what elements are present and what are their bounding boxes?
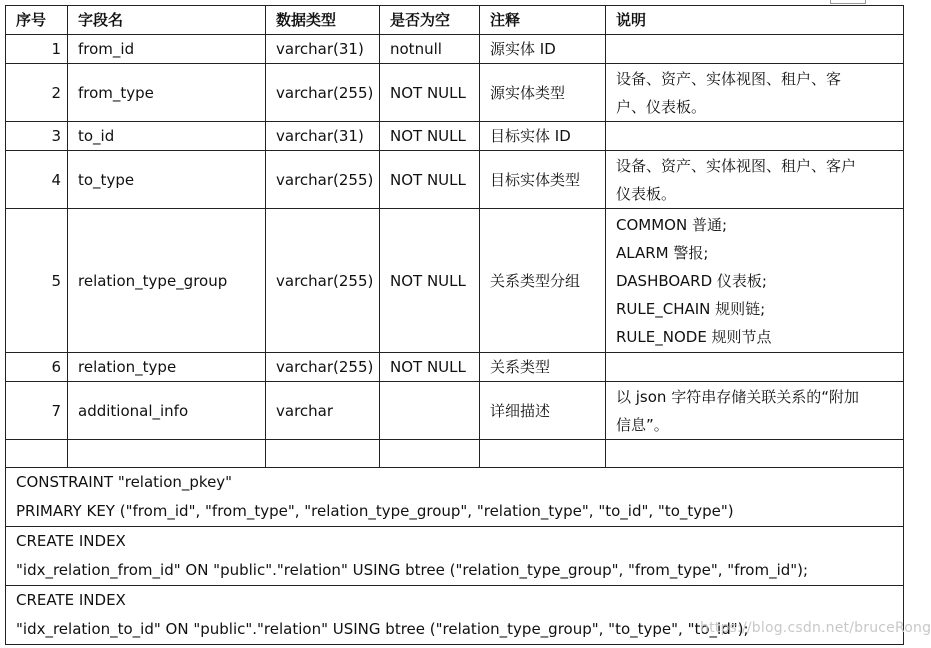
- cell-field: [68, 440, 266, 468]
- cell-comment: [480, 440, 606, 468]
- statement-line: CREATE INDEX: [16, 591, 126, 609]
- desc-line: COMMON 普通;: [616, 215, 728, 234]
- statement-line: PRIMARY KEY ("from_id", "from_type", "relation_type_group", "relation_type", "to_id", "to_type"): [16, 502, 734, 520]
- header-cell-field: 字段名: [68, 6, 266, 35]
- cell-nullable: NOT NULL: [380, 122, 480, 151]
- cell-no: 5: [6, 209, 68, 353]
- cell-type: varchar(255): [266, 151, 380, 209]
- cell-nullable: NOT NULL: [380, 209, 480, 353]
- cell-desc: [606, 353, 904, 382]
- cell-nullable: NOT NULL: [380, 353, 480, 382]
- cell-desc: [606, 35, 904, 64]
- header-cell-comment: 注释: [480, 6, 606, 35]
- cell-desc: [606, 151, 904, 209]
- header-row: [6, 6, 904, 35]
- cell-comment: 关系类型: [480, 353, 606, 382]
- cell-comment: 目标实体类型: [480, 151, 606, 209]
- cell-desc: [606, 382, 904, 440]
- cell-no: 6: [6, 353, 68, 382]
- statement-line: CREATE INDEX: [16, 532, 126, 550]
- table-row: [6, 122, 904, 151]
- desc-line: DASHBOARD 仪表板;: [616, 271, 767, 290]
- table-body: [6, 35, 904, 645]
- cell-type: varchar: [266, 382, 380, 440]
- cell-no: 7: [6, 382, 68, 440]
- cell-nullable: NOT NULL: [380, 64, 480, 122]
- desc-line: 户、仪表板。: [616, 97, 707, 116]
- cell-no: 3: [6, 122, 68, 151]
- desc-line: RULE_CHAIN 规则链;: [616, 299, 766, 318]
- cell-no: 2: [6, 64, 68, 122]
- cell-nullable: [380, 382, 480, 440]
- cell-nullable: notnull: [380, 35, 480, 64]
- cell-nullable: [380, 440, 480, 468]
- page-edge-tab: [830, 0, 866, 4]
- desc-line: 以 json 字符串存储关联关系的“附加: [616, 387, 859, 406]
- cell-type: varchar(31): [266, 35, 380, 64]
- cell-field: relation_type_group: [68, 209, 266, 353]
- statement-line: CONSTRAINT "relation_pkey": [16, 473, 233, 491]
- desc-line: 仪表板。: [616, 184, 677, 203]
- statement-row: [6, 468, 904, 527]
- desc-line: ALARM 警报;: [616, 243, 709, 262]
- cell-field: additional_info: [68, 382, 266, 440]
- cell-comment: 关系类型分组: [480, 209, 606, 353]
- desc-line: 设备、资产、实体视图、租户、客: [616, 69, 842, 88]
- cell-desc: [606, 64, 904, 122]
- cell-type: [266, 440, 380, 468]
- table-row: [6, 353, 904, 382]
- header-cell-desc: 说明: [606, 6, 904, 35]
- cell-desc: [606, 209, 904, 353]
- cell-field: from_id: [68, 35, 266, 64]
- cell-no: 1: [6, 35, 68, 64]
- statement-cell: [6, 468, 904, 527]
- desc-line: 设备、资产、实体视图、租户、客户: [616, 156, 857, 175]
- statement-line: "idx_relation_to_id" ON "public"."relation" USING btree ("relation_type_group", "to_type", "to_id");: [16, 620, 749, 638]
- cell-comment: 目标实体 ID: [480, 122, 606, 151]
- table-row: [6, 209, 904, 353]
- header-cell-type: 数据类型: [266, 6, 380, 35]
- cell-desc: [606, 122, 904, 151]
- desc-line: RULE_NODE 规则节点: [616, 327, 772, 346]
- cell-type: varchar(255): [266, 353, 380, 382]
- cell-no: [6, 440, 68, 468]
- cell-comment: 源实体 ID: [480, 35, 606, 64]
- statement-line: "idx_relation_from_id" ON "public"."relation" USING btree ("relation_type_group", "from_type", "from_id");: [16, 561, 809, 579]
- watermark: https://blog.csdn.net/bruceRong: [700, 620, 931, 636]
- table-row: [6, 64, 904, 122]
- table-row: [6, 35, 904, 64]
- cell-field: to_type: [68, 151, 266, 209]
- cell-field: from_type: [68, 64, 266, 122]
- cell-type: varchar(255): [266, 209, 380, 353]
- cell-comment: 详细描述: [480, 382, 606, 440]
- cell-type: varchar(31): [266, 122, 380, 151]
- cell-comment: 源实体类型: [480, 64, 606, 122]
- table-row: [6, 151, 904, 209]
- table-row: [6, 440, 904, 468]
- table-row: [6, 382, 904, 440]
- desc-line: 信息”。: [616, 415, 669, 434]
- cell-type: varchar(255): [266, 64, 380, 122]
- statement-row: [6, 527, 904, 586]
- header-cell-no: 序号: [6, 6, 68, 35]
- cell-field: to_id: [68, 122, 266, 151]
- cell-nullable: NOT NULL: [380, 151, 480, 209]
- header-cell-nullable: 是否为空: [380, 6, 480, 35]
- statement-cell: [6, 527, 904, 586]
- cell-no: 4: [6, 151, 68, 209]
- cell-field: relation_type: [68, 353, 266, 382]
- relation-table: [5, 5, 904, 645]
- cell-desc: [606, 440, 904, 468]
